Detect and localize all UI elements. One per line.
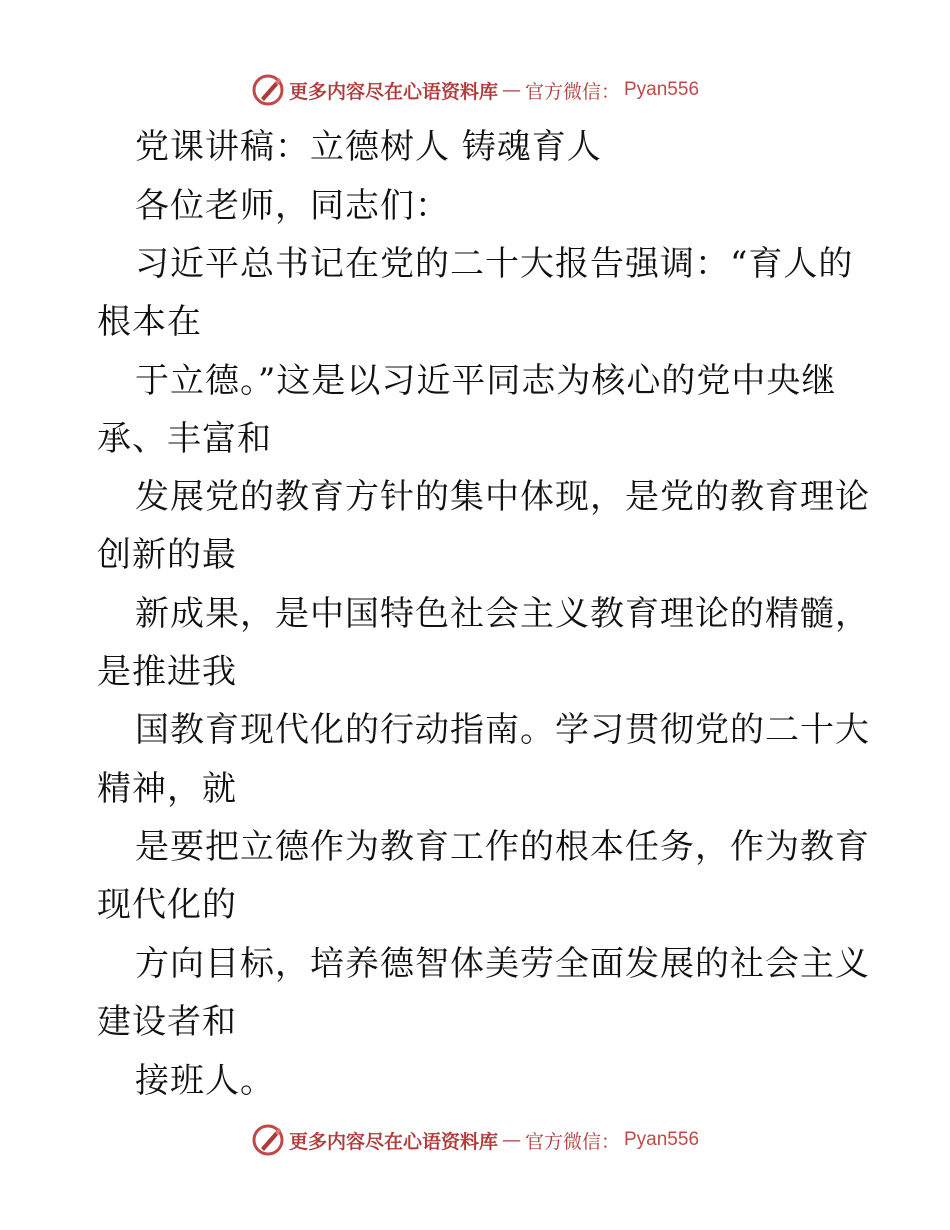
text-line: 现代化的 bbox=[97, 885, 237, 925]
text-line: 是推进我 bbox=[97, 652, 237, 692]
banner-wechat-id: Pyan556 bbox=[624, 1129, 700, 1150]
banner-text: 更多内容尽在心语资料库 bbox=[288, 1130, 498, 1153]
pen-logo-icon bbox=[251, 1123, 285, 1157]
banner-wechat-label: 官方微信： bbox=[524, 80, 620, 103]
text-line: 根本在 bbox=[97, 302, 202, 342]
text-line: 发展党的教育方针的集中体现，是党的教育理论 bbox=[135, 477, 870, 517]
pen-logo-icon bbox=[251, 73, 285, 107]
text-line: 国教育现代化的行动指南。学习贯彻党的二十大 bbox=[135, 710, 870, 750]
banner-dash: — bbox=[501, 1129, 521, 1151]
banner-wechat-label: 官方微信： bbox=[524, 1130, 620, 1153]
text-line: 于立德。”这是以习近平同志为核心的党中央继 bbox=[135, 361, 837, 401]
header-banner bbox=[0, 70, 950, 110]
greeting: 各位老师，同志们： bbox=[135, 186, 450, 226]
banner-wechat-id: Pyan556 bbox=[624, 79, 700, 100]
banner-text: 更多内容尽在心语资料库 bbox=[288, 80, 498, 103]
banner-dash: — bbox=[501, 79, 521, 101]
text-line: 建设者和 bbox=[97, 1002, 237, 1042]
text-line: 新成果，是中国特色社会主义教育理论的精髓， bbox=[135, 594, 870, 634]
text-line: 是要把立德作为教育工作的根本任务，作为教育 bbox=[135, 827, 870, 867]
text-line: 接班人。 bbox=[135, 1061, 275, 1101]
document-title: 党课讲稿：立德树人 铸魂育人 bbox=[135, 127, 602, 167]
text-line: 创新的最 bbox=[97, 535, 237, 575]
text-line: 习近平总书记在党的二十大报告强调：“育人的 bbox=[135, 244, 854, 284]
text-line: 精神，就 bbox=[97, 769, 237, 809]
text-line: 方向目标，培养德智体美劳全面发展的社会主义 bbox=[135, 944, 870, 984]
text-line: 承、丰富和 bbox=[97, 419, 272, 459]
footer-banner bbox=[0, 1120, 950, 1160]
